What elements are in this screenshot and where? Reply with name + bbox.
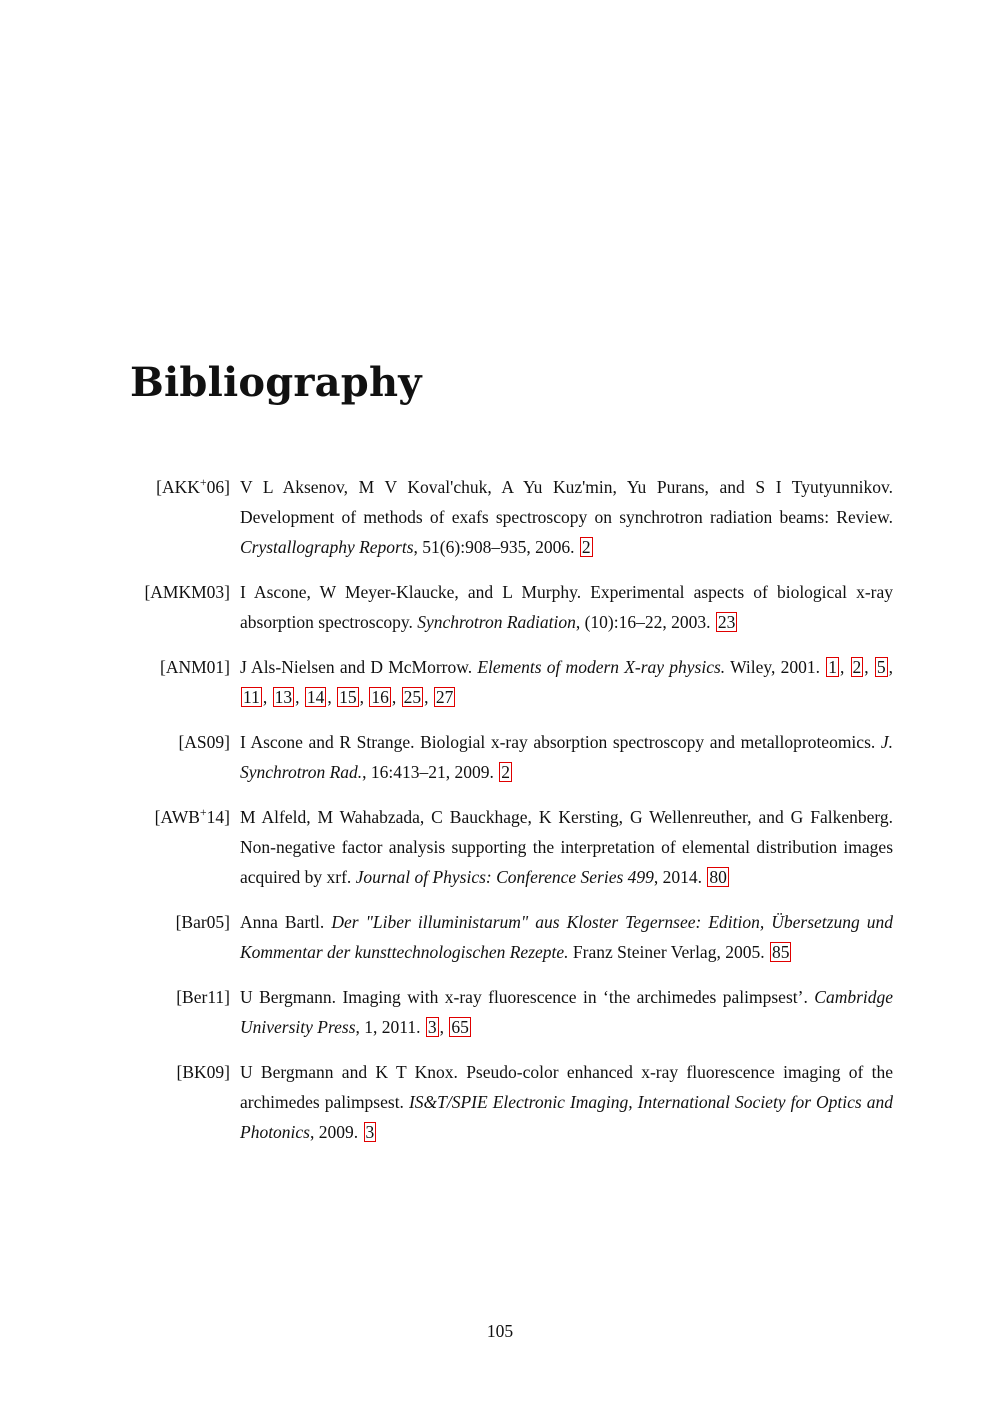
- backref-link[interactable]: 23: [717, 612, 736, 632]
- bib-title: Development of methods of exafs spectroscopy on synchrotron radiation beams: Review.: [240, 507, 893, 527]
- bib-body: [240, 732, 893, 782]
- bib-key-sup: +: [199, 475, 207, 490]
- bib-body: [240, 1062, 893, 1142]
- backref-link[interactable]: 2: [852, 657, 862, 677]
- bib-venue: Journal of Physics: Conference Series 499: [355, 867, 654, 887]
- bib-key: [Bar05]: [175, 912, 230, 932]
- backref-link[interactable]: 2: [501, 762, 511, 782]
- bib-title: Non-negative factor analysis supporting the interpretation of elemental distribution images acquired by xrf.: [240, 837, 893, 887]
- backref-link[interactable]: 11: [243, 687, 260, 707]
- backref-link[interactable]: 2: [581, 537, 591, 557]
- bib-authors: Anna Bartl.: [240, 912, 325, 932]
- bib-key: [AKK+06]: [156, 475, 230, 497]
- bib-key-rest: 06: [206, 477, 225, 497]
- bib-key: [ANM01]: [160, 657, 230, 677]
- backref-link[interactable]: 5: [876, 657, 886, 677]
- bib-body: [240, 912, 893, 962]
- backref-link[interactable]: 14: [306, 687, 325, 707]
- bib-venue: Cambridge University Press: [240, 987, 894, 1037]
- bib-details: , 1, 2011.: [355, 1017, 421, 1037]
- bib-key: [AWB+14]: [154, 805, 230, 827]
- bib-title: Biologial x-ray absorption spectroscopy and metalloproteomics.: [420, 732, 876, 752]
- bib-details: Wiley, 2001.: [730, 657, 820, 677]
- bib-body: [240, 582, 893, 632]
- bib-entry: [120, 1057, 893, 1147]
- backref-link[interactable]: 25: [403, 687, 422, 707]
- page-number: 105: [486, 1321, 514, 1341]
- bib-key-main: Bar05: [181, 912, 225, 932]
- bib-title: Pseudo-color enhanced x-ray fluorescence imaging of the archimedes palimpsest.: [240, 1062, 894, 1112]
- bib-entry: [120, 802, 893, 892]
- bib-key-main: AS09: [184, 732, 225, 752]
- bib-entry: [120, 577, 893, 637]
- bib-entry: [120, 907, 893, 967]
- bib-entry: [120, 652, 893, 712]
- bib-key-main: AWB: [160, 807, 200, 827]
- bib-details: , 2014.: [653, 867, 703, 887]
- bib-key: [AMKM03]: [144, 582, 230, 602]
- backref-link[interactable]: 3: [427, 1017, 437, 1037]
- bib-title-italic: Der "Liber illuministarum" aus Kloster Tegernsee: Edition, Übersetzung und Kommentar der kunsttechnologischen Rezepte.: [240, 912, 893, 962]
- bib-key-main: AMKM03: [150, 582, 225, 602]
- bib-details: , (10):16–22, 2003.: [575, 612, 711, 632]
- backref-link[interactable]: 13: [274, 687, 293, 707]
- bib-details: , 2009.: [310, 1122, 359, 1142]
- bib-entry: [120, 727, 893, 787]
- backref-link[interactable]: 3: [365, 1122, 375, 1142]
- bib-details: Franz Steiner Verlag, 2005.: [572, 942, 765, 962]
- bib-key: [Ber11]: [176, 987, 230, 1007]
- bib-authors: M Alfeld, M Wahabzada, C Bauckhage, K Kersting, G Wellenreuther, and G Falkenberg.: [240, 807, 893, 827]
- backref-link[interactable]: 15: [339, 687, 357, 707]
- bib-venue: Synchrotron Radiation: [417, 612, 576, 632]
- bib-body: U Bergmann. Imaging with x-ray fluorescence in ‘the archimedes palimpsest’. Cambridge University Press, 1, 2011. 3 , 65: [240, 987, 894, 1037]
- backref-link[interactable]: 80: [709, 867, 727, 887]
- bib-authors: V L Aksenov, M V Koval'chuk, A Yu Kuz'min, Yu Purans, and S I Tyutyunnikov.: [240, 477, 893, 497]
- bib-body: [240, 807, 893, 887]
- backref-link[interactable]: 85: [771, 942, 790, 962]
- bib-authors: I Ascone and R Strange.: [240, 732, 415, 752]
- chapter-title: Bibliography: [130, 359, 422, 406]
- bib-body: J Als-Nielsen and D McMorrow. Elements of modern X-ray physics. Wiley, 2001. 1 , 2 , 5 , 11 , 13 , 14 , 15 , 16 , 25 , 27: [240, 657, 894, 707]
- backref-link[interactable]: 1: [828, 657, 837, 677]
- bib-body: [240, 477, 893, 557]
- bib-authors: U Bergmann and K T Knox.: [240, 1062, 458, 1082]
- bib-entry: [120, 472, 893, 562]
- bib-key: [BK09]: [176, 1062, 230, 1082]
- bib-key-main: ANM01: [165, 657, 225, 677]
- bib-entry: [120, 982, 893, 1042]
- backref-link[interactable]: 27: [435, 687, 454, 707]
- bib-title: Experimental aspects of biological x-ray absorption spectroscopy.: [240, 582, 893, 632]
- bib-venue: Crystallography Reports: [240, 537, 414, 557]
- backref-link[interactable]: 16: [371, 687, 389, 707]
- bib-details: , 16:413–21, 2009.: [362, 762, 494, 782]
- backref-link[interactable]: 65: [451, 1017, 469, 1037]
- bib-title-italic: Elements of modern X-ray physics.: [477, 657, 726, 677]
- bib-title: Imaging with x-ray fluorescence in ‘the archimedes palimpsest’.: [342, 987, 808, 1007]
- bib-key-main: Ber11: [182, 987, 225, 1007]
- bib-venue: IS&T/SPIE Electronic Imaging, International Society for Optics and Photonics: [240, 1092, 893, 1142]
- bibliography-list: [120, 472, 893, 1162]
- bib-venue: J. Synchrotron Rad.: [240, 732, 893, 782]
- bib-authors: U Bergmann.: [240, 987, 337, 1007]
- bib-authors: I Ascone, W Meyer-Klaucke, and L Murphy.: [240, 582, 582, 602]
- bib-key-rest: 14: [206, 807, 225, 827]
- bib-key-sup: +: [199, 805, 207, 820]
- bib-key-main: BK09: [182, 1062, 225, 1082]
- bib-details: , 51(6):908–935, 2006.: [413, 537, 575, 557]
- bib-key-main: AKK: [161, 477, 200, 497]
- bib-key: [AS09]: [178, 732, 230, 752]
- bib-authors: J Als-Nielsen and D McMorrow.: [240, 657, 473, 677]
